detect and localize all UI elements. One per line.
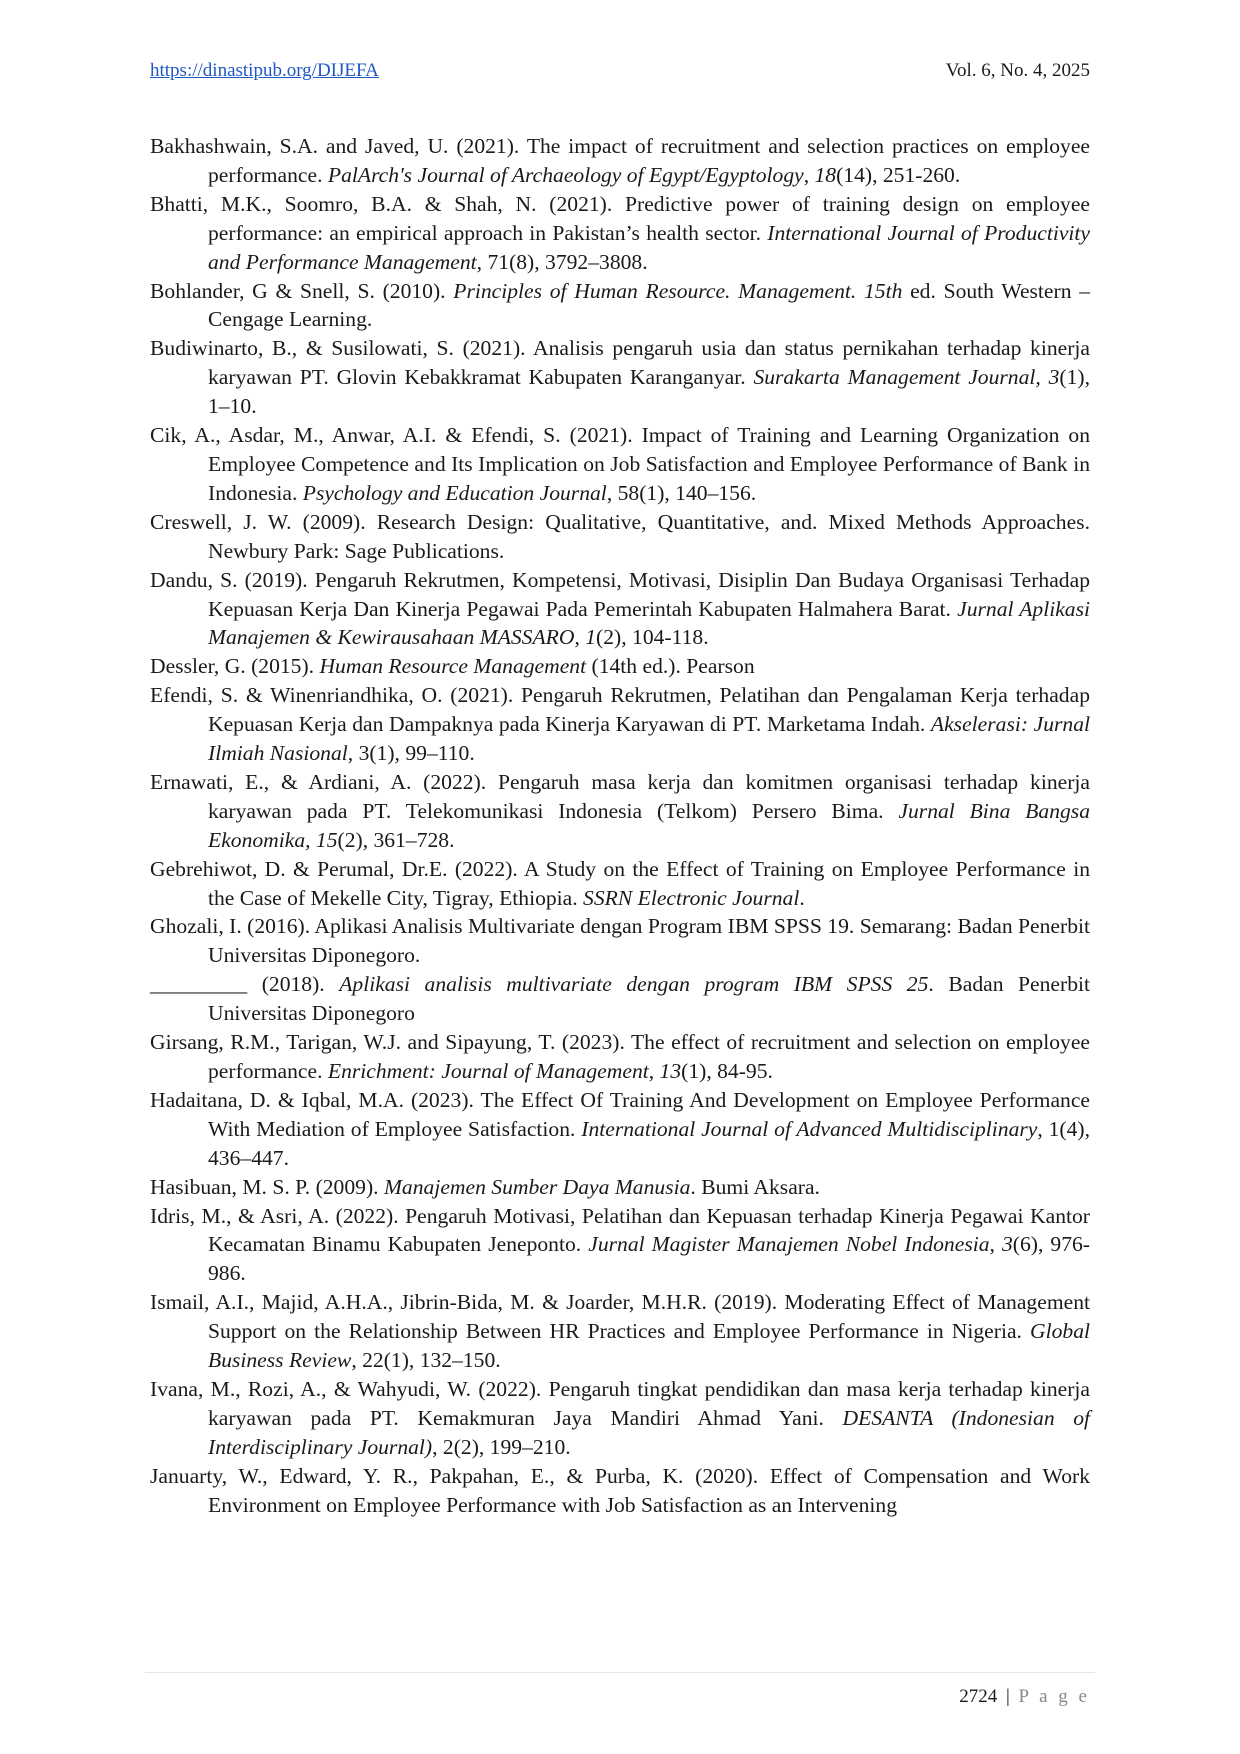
reference-italic-text: Human Resource Management [319,654,587,679]
journal-url-link[interactable]: https://dinastipub.org/DIJEFA [150,60,379,81]
reference-entry [150,1028,1090,1086]
reference-text: (2), 361–728. [337,827,455,852]
reference-italic-text: International Journal of Advanced Multidisciplinary [581,1116,1038,1141]
reference-entry [150,190,1090,277]
reference-entry [150,912,1090,970]
reference-text: Dessler, G. (2015). [150,654,320,679]
reference-text: Gebrehiwot, D. & Perumal, Dr.E. (2022). A Study on the Effect of Training on Employee Performance in the Case of Mekelle City, Tigray, Ethiopia. [150,856,1090,910]
reference-text: Hadaitana, D. & Iqbal, M.A. (2023). The Effect Of Training And Development on Employee Performance With Mediation of Employee Satisfaction. [150,1087,1090,1141]
reference-italic-text: Akselerasi: Jurnal Ilmiah Nasional [208,712,1091,766]
reference-entry [150,334,1090,421]
reference-entry [150,855,1090,913]
reference-text: Dandu, S. (2019). Pengaruh Rekrutmen, Kompetensi, Motivasi, Disiplin Dan Budaya Organisasi Terhadap Kepuasan Kerja Dan Kinerja Pegawai Pada Pemerintah Kabupaten Halmahera Barat. [150,567,1090,621]
reference-text: Bhatti, M.K., Soomro, B.A. & Shah, N. (2021). Predictive power of training design on employee performance: an empirical approach in Pakistan’s health sector. [150,191,1090,245]
reference-text: ed. South Western – Cengage Learning. [208,278,1091,332]
reference-text: Ismail, A.I., Majid, A.H.A., Jibrin-Bida, M. & Joarder, M.H.R. (2019). Moderating Effect of Management Support on the Relationship Between HR Practices and Employee Performance in Nigeria. [150,1290,1090,1344]
reference-text: . Badan Penerbit Universitas Diponegoro [208,972,1091,1026]
reference-text: (6), 976-986. [208,1232,1091,1286]
reference-text: , [574,625,586,650]
reference-entry [150,768,1090,855]
reference-text: Creswell, J. W. (2009). Research Design: Qualitative, Quantitative, and. Mixed Methods Approaches. Newbury Park: Sage Publications. [150,509,1090,563]
reference-entry [150,132,1090,190]
reference-text: (14th ed.). Pearson [586,654,755,679]
reference-italic-text: Jurnal Magister Manajemen Nobel Indonesia [588,1232,990,1257]
reference-entry [150,1086,1090,1173]
reference-text: (2), 104-118. [596,625,709,650]
reference-text: Girsang, R.M., Tarigan, W.J. and Sipayung, T. (2023). The effect of recruitment and selection on employee performance. [150,1030,1090,1083]
footer-divider [145,1672,1095,1673]
page-header [150,60,1090,86]
reference-text: (1), 84-95. [681,1059,773,1083]
reference-text: , 2(2), 199–210. [432,1434,571,1459]
reference-italic-text: 13 [659,1059,682,1083]
reference-text: , 3(1), 99–110. [347,741,475,766]
reference-italic-text: PalArch's Journal of Archaeology of Egypt/Egyptology [327,162,804,187]
reference-italic-text: Psychology and Education Journal [302,480,607,505]
volume-issue: Vol. 6, No. 4, 2025 [945,60,1090,81]
reference-italic-text: Principles of Human Resource. Management. 15th [453,278,903,303]
reference-entry [150,1202,1090,1289]
reference-italic-text: Global Business Review [208,1319,1090,1373]
reference-text: Budiwinarto, B., & Susilowati, S. (2021). Analisis pengaruh usia dan status pernikahan terhadap kinerja karyawan PT. Glovin Kebakkramat Kabupaten Karanganyar. [150,336,1090,390]
reference-text: Idris, M., & Asri, A. (2022). Pengaruh Motivasi, Pelatihan dan Kepuasan terhadap Kinerja Pegawai Kantor Kecamatan Binamu Kabupaten Jeneponto. [150,1203,1090,1257]
reference-text: , 71(8), 3792–3808. [476,249,648,274]
reference-entry [150,681,1090,768]
reference-italic-text: Manajemen Sumber Daya Manusia [383,1174,691,1199]
reference-text: Ernawati, E., & Ardiani, A. (2022). Pengaruh masa kerja dan komitmen organisasi terhadap kinerja karyawan pada PT. Telekomunikasi Indonesia (Telkom) Persero Bima. [150,769,1090,823]
reference-entry [150,1173,1090,1202]
reference-text: , [989,1232,1002,1257]
reference-text: _________ (2018). [150,972,340,997]
page-number: 2724 [959,1686,998,1707]
reference-italic-text: DESANTA (Indonesian of Interdisciplinary Journal) [208,1405,1091,1459]
footer-separator: | [1005,1686,1010,1707]
reference-text: Ghozali, I. (2016). Aplikasi Analisis Multivariate dengan Program IBM SPSS 19. Semarang: Badan Penerbit Universitas Diponegoro. [150,914,1090,968]
reference-text: . [799,885,805,910]
reference-italic-text: Aplikasi analisis multivariate dengan program IBM SPSS 25 [339,972,929,997]
reference-text: , 22(1), 132–150. [351,1348,501,1373]
page-footer [959,1686,1090,1708]
reference-text: , 1(4), 436–447. [208,1116,1090,1170]
reference-entry [150,566,1090,653]
reference-italic-text: 1 [585,625,597,650]
reference-list [150,132,1090,1520]
reference-text: Januarty, W., Edward, Y. R., Pakpahan, E., & Purba, K. (2020). Effect of Compensation and Work Environment on Employee Performance with Job Satisfaction as an Intervening [150,1463,1090,1517]
reference-entry [150,508,1090,566]
reference-entry [150,1288,1090,1375]
reference-text: Efendi, S. & Winenriandhika, O. (2021). Pengaruh Rekrutmen, Pelatihan dan Pengalaman Kerja terhadap Kepuasan Kerja dan Dampaknya pada Kinerja Karyawan di PT. Marketama Indah. [150,683,1090,737]
reference-entry [150,970,1090,1028]
reference-text: . Bumi Aksara. [690,1174,820,1199]
reference-text: Ivana, M., Rozi, A., & Wahyudi, W. (2022). Pengaruh tingkat pendidikan dan masa kerja terhadap kinerja karyawan pada PT. Kemakmuran Jaya Mandiri Ahmad Yani. [150,1376,1090,1430]
reference-text: Cik, A., Asdar, M., Anwar, A.I. & Efendi, S. (2021). Impact of Training and Learning Organization on Employee Competence and Its Implication on Job Satisfaction and Employee Performance of Bank in Indonesia. [150,423,1090,505]
reference-entry [150,652,1090,681]
reference-italic-text: Jurnal Bina Bangsa Ekonomika, 15 [208,798,1090,852]
page-label: P a g e [1018,1686,1090,1707]
reference-text: , 58(1), 140–156. [606,480,757,505]
reference-entry [150,421,1090,508]
reference-italic-text: 18 [814,162,837,187]
reference-text: (1), 1–10. [208,365,1090,419]
reference-italic-text: Enrichment: Journal of Management [327,1059,649,1083]
reference-text: Hasibuan, M. S. P. (2009). [150,1174,384,1199]
reference-text: (14), 251-260. [836,162,961,187]
reference-text: , [648,1059,660,1083]
reference-italic-text: 3 [1001,1232,1013,1257]
reference-entry [150,1375,1090,1462]
reference-text: Bohlander, G & Snell, S. (2010). [150,278,454,303]
reference-text: , [803,162,815,187]
reference-italic-text: Surakarta Management Journal, 3 [753,365,1060,390]
reference-text: Bakhashwain, S.A. and Javed, U. (2021). The impact of recruitment and selection practices on employee performance. [150,134,1090,187]
reference-entry [150,277,1090,335]
reference-entry [150,1462,1090,1520]
reference-italic-text: SSRN Electronic Journal [583,885,800,910]
reference-italic-text: Jurnal Aplikasi Manajemen & Kewirausahaan MASSARO [208,596,1091,650]
reference-italic-text: International Journal of Productivity and Performance Management [208,220,1091,274]
